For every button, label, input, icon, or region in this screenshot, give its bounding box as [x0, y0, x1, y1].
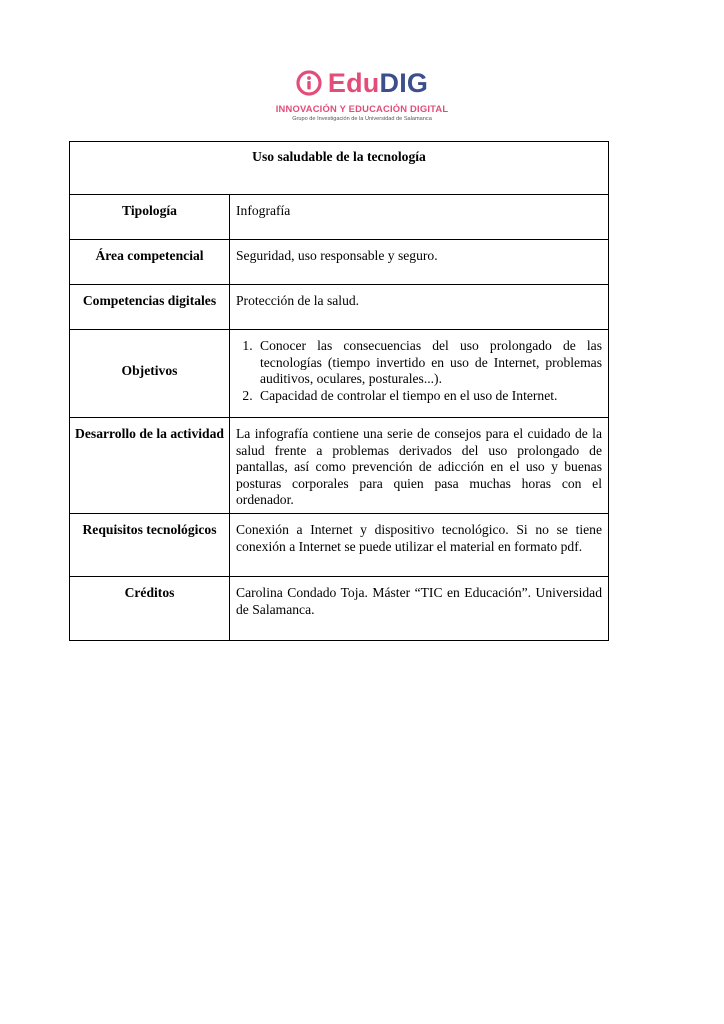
row-label-tipologia: Tipología: [70, 195, 230, 240]
table-title-row: [70, 142, 609, 195]
row-value-tipologia: Infografía: [230, 195, 609, 240]
table-row: [70, 285, 609, 330]
table-row: [70, 514, 609, 577]
logo-brand-edu: Edu: [327, 68, 380, 98]
objectives-list: [236, 338, 602, 404]
list-item: 1. Conocer las consecuencias del uso prolongado de las tecnologías (tiempo invertido en uso de Internet, problemas auditivos, oculares, posturales...).: [256, 338, 602, 388]
row-value-creditos: Carolina Condado Toja. Máster “TIC en Educación”. Universidad de Salamanca.: [230, 577, 609, 641]
row-value-area: Seguridad, uso responsable y seguro.: [230, 240, 609, 285]
row-label-creditos: Créditos: [70, 577, 230, 641]
row-label-area: Área competencial: [70, 240, 230, 285]
logo-subline: Grupo de Investigación de la Universidad de Salamanca: [292, 116, 432, 122]
logo-wordmark: [328, 68, 428, 98]
logo-mark-row: [0, 66, 724, 100]
row-label-requisitos: Requisitos tecnológicos: [70, 514, 230, 577]
info-circle-icon: [296, 70, 322, 96]
table-row: [70, 418, 609, 514]
edudig-logo: [0, 66, 724, 122]
logo-tagline: INNOVACIÓN Y EDUCACIÓN DIGITAL: [275, 103, 449, 114]
row-label-competencias: Competencias digitales: [70, 285, 230, 330]
activity-table: [69, 141, 609, 641]
table-row: [70, 195, 609, 240]
row-label-objetivos: Objetivos: [70, 330, 230, 418]
logo-brand-dig: DIG: [379, 68, 429, 98]
table-row: [70, 577, 609, 641]
table-row: [70, 240, 609, 285]
row-value-desarrollo: La infografía contiene una serie de consejos para el cuidado de la salud frente a problemas derivados del uso prolongado de pantallas, así como prevención de adicción en el uso y buenas posturas corporales para quien pasa muchas horas con el ordenador.: [230, 418, 609, 514]
row-value-competencias: Protección de la salud.: [230, 285, 609, 330]
row-value-objetivos: [230, 330, 609, 418]
row-label-desarrollo: Desarrollo de la actividad: [70, 418, 230, 514]
list-item: 2. Capacidad de controlar el tiempo en el uso de Internet.: [256, 388, 602, 405]
row-value-requisitos: Conexión a Internet y dispositivo tecnológico. Si no se tiene conexión a Internet se puede utilizar el material en formato pdf.: [230, 514, 609, 577]
table-row: [70, 330, 609, 418]
table-title: Uso saludable de la tecnología: [70, 142, 609, 195]
